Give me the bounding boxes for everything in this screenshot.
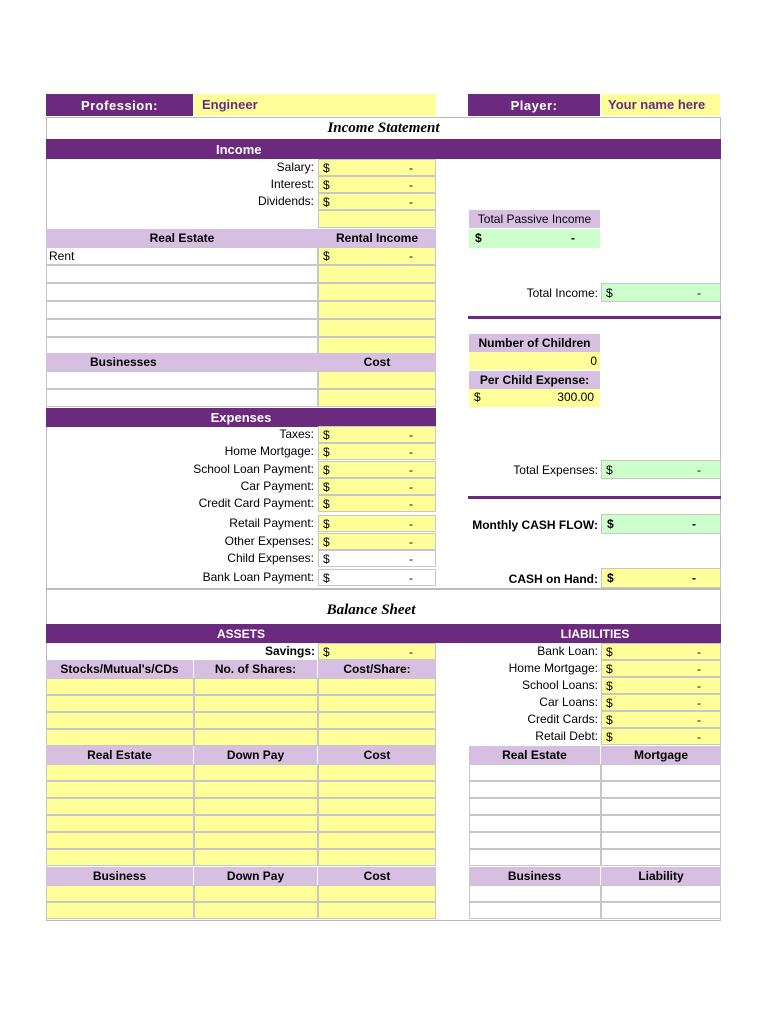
liability-amount: - — [697, 662, 701, 676]
income-amount: - — [409, 178, 413, 192]
profession-field[interactable]: Engineer — [194, 94, 436, 116]
income-statement-title: Income Statement — [327, 120, 440, 136]
expense-row-label: Bank Loan Payment: — [202, 570, 314, 584]
expense-amount: - — [409, 535, 413, 549]
stock-shares-cell[interactable] — [194, 729, 318, 746]
liability-row-label: Bank Loan: — [537, 644, 598, 658]
dollar-sign: $ — [606, 696, 613, 710]
businesses-header: Businesses — [46, 353, 318, 371]
stock-cost-cell[interactable] — [318, 712, 436, 729]
liability-real-estate-cell[interactable] — [469, 764, 601, 781]
business-name-cell[interactable] — [46, 371, 318, 389]
asset-business-cost-header: Cost — [318, 867, 436, 885]
dollar-sign: $ — [323, 428, 330, 442]
asset-down-pay-cell[interactable] — [194, 764, 318, 781]
savings-label: Savings: — [264, 644, 315, 658]
expense-row-value[interactable] — [318, 495, 436, 512]
asset-cost-cell[interactable] — [318, 764, 436, 781]
dollar-sign: $ — [606, 713, 613, 727]
rental-income-cell[interactable] — [318, 319, 436, 337]
dollar-sign: $ — [323, 517, 330, 531]
asset-cost-header: Cost — [318, 746, 436, 764]
liability-amount: - — [697, 645, 701, 659]
stock-name-cell[interactable] — [46, 695, 194, 712]
expense-row-label: Car Payment: — [240, 479, 314, 493]
asset-business-header: Business — [46, 867, 193, 885]
asset-business-cell[interactable] — [46, 902, 194, 919]
asset-real-estate-cell[interactable] — [46, 781, 194, 798]
liability-amount: - — [697, 730, 701, 744]
liability-header: Liability — [601, 867, 721, 885]
business-cost-cell[interactable] — [318, 371, 436, 389]
total-expenses-label: Total Expenses: — [513, 463, 598, 477]
cash-on-hand-field[interactable] — [601, 568, 721, 588]
dollar-sign: $ — [323, 480, 330, 494]
liabilities-header: LIABILITIES — [560, 626, 630, 641]
liability-amount: - — [697, 713, 701, 727]
per-child-expense-label: Per Child Expense: — [469, 371, 600, 389]
income-row-label: Salary: — [276, 160, 314, 174]
liability-row-value[interactable] — [601, 643, 721, 660]
liability-row-label: Retail Debt: — [535, 729, 598, 743]
income-row-label: Dividends: — [257, 194, 314, 208]
asset-business-cost-cell[interactable] — [318, 885, 436, 902]
rental-income-cell[interactable] — [318, 247, 436, 265]
mortgage-cell[interactable] — [601, 781, 721, 798]
dollar-sign: $ — [323, 178, 330, 192]
mortgage-cell[interactable] — [601, 798, 721, 815]
expense-row-value[interactable] — [318, 443, 436, 460]
asset-real-estate-cell[interactable] — [46, 815, 194, 832]
expense-amount: - — [409, 497, 413, 511]
cash-on-hand-label: CASH on Hand: — [508, 572, 598, 586]
business-cost-cell[interactable] — [318, 389, 436, 407]
dollar-sign: $ — [475, 231, 482, 245]
monthly-cash-flow-label: Monthly CASH FLOW: — [472, 518, 598, 532]
asset-down-pay-cell[interactable] — [194, 815, 318, 832]
asset-down-pay-cell[interactable] — [194, 849, 318, 866]
asset-real-estate-cell[interactable] — [46, 764, 194, 781]
dollar-sign: $ — [474, 390, 481, 404]
real-estate-header: Real Estate — [46, 229, 318, 247]
expense-row-value[interactable] — [318, 478, 436, 495]
asset-business-down-pay-cell[interactable] — [194, 885, 318, 902]
liability-amount: - — [697, 696, 701, 710]
total-income-amount: - — [697, 286, 701, 300]
asset-real-estate-cell[interactable] — [46, 849, 194, 866]
dollar-sign: $ — [606, 645, 613, 659]
dollar-sign: $ — [323, 535, 330, 549]
dollar-sign: $ — [607, 571, 614, 585]
income-row-value[interactable] — [318, 193, 436, 210]
liability-real-estate-header: Real Estate — [469, 746, 600, 764]
dollar-sign: $ — [606, 286, 613, 300]
asset-down-pay-cell[interactable] — [194, 832, 318, 849]
expense-amount: - — [409, 517, 413, 531]
rental-property-cell[interactable] — [46, 265, 318, 283]
liability-row-label: Home Mortgage: — [508, 661, 598, 675]
expense-row-value — [318, 550, 436, 567]
expense-row-value[interactable] — [318, 533, 436, 550]
total-passive-income-value — [469, 229, 600, 248]
expenses-header: Expenses — [46, 408, 436, 427]
liability-business-cell[interactable] — [469, 902, 601, 919]
total-expenses-amount: - — [697, 463, 701, 477]
divider — [468, 316, 721, 319]
dollar-sign: $ — [607, 517, 614, 531]
rent-amount: - — [409, 249, 413, 263]
savings-amount: - — [409, 645, 413, 659]
asset-cost-cell[interactable] — [318, 832, 436, 849]
dollar-sign: $ — [323, 497, 330, 511]
savings-field[interactable] — [318, 643, 436, 660]
passive-value: - — [571, 231, 575, 245]
asset-cost-cell[interactable] — [318, 781, 436, 798]
liability-business-cell[interactable] — [469, 885, 601, 902]
number-of-children-label: Number of Children — [469, 334, 600, 352]
dollar-sign: $ — [606, 679, 613, 693]
monthly-cash-flow-value — [601, 514, 721, 534]
stock-shares-cell[interactable] — [194, 695, 318, 712]
income-header: Income — [46, 139, 721, 159]
cash-flow-amount: - — [692, 517, 696, 531]
dollar-sign: $ — [323, 161, 330, 175]
total-income-value — [601, 283, 721, 302]
expense-row-label: Credit Card Payment: — [198, 496, 314, 510]
expense-row-value[interactable] — [318, 461, 436, 478]
expense-amount: - — [409, 571, 413, 585]
liability-amount: - — [697, 679, 701, 693]
expense-row-label: Taxes: — [279, 427, 314, 441]
expense-amount: - — [409, 552, 413, 566]
income-row-value[interactable] — [318, 176, 436, 193]
expense-row-label: Home Mortgage: — [224, 444, 314, 458]
dollar-sign: $ — [606, 730, 613, 744]
mortgage-cell[interactable] — [601, 764, 721, 781]
liability-real-estate-cell[interactable] — [469, 781, 601, 798]
expense-row-label: School Loan Payment: — [193, 462, 314, 476]
total-passive-income-label: Total Passive Income — [469, 210, 600, 228]
dollar-sign: $ — [323, 645, 330, 659]
asset-real-estate-cell[interactable] — [46, 832, 194, 849]
stock-cost-cell[interactable] — [318, 729, 436, 746]
dollar-sign: $ — [606, 463, 613, 477]
number-of-children-field[interactable]: 0 — [469, 352, 600, 370]
income-row-label: Interest: — [270, 177, 314, 191]
expense-row-label: Other Expenses: — [224, 534, 314, 548]
asset-business-down-pay-header: Down Pay — [194, 867, 317, 885]
stock-name-cell[interactable] — [46, 729, 194, 746]
mortgage-cell[interactable] — [601, 815, 721, 832]
shares-header: No. of Shares: — [194, 660, 317, 678]
rental-property-cell[interactable]: Rent — [46, 247, 318, 265]
asset-down-pay-cell[interactable] — [194, 781, 318, 798]
business-liability-cell[interactable] — [601, 902, 721, 919]
liability-row-value[interactable] — [601, 711, 721, 728]
asset-business-down-pay-cell[interactable] — [194, 902, 318, 919]
dollar-sign: $ — [323, 249, 330, 263]
cash-on-hand-amount: - — [692, 571, 696, 585]
rental-income-cell[interactable] — [318, 265, 436, 283]
expense-row-label: Retail Payment: — [229, 516, 314, 530]
rental-property-cell[interactable] — [46, 319, 318, 337]
income-amount: - — [409, 161, 413, 175]
liability-row-label: School Loans: — [521, 678, 598, 692]
mortgage-cell[interactable] — [601, 832, 721, 849]
balance-sheet-title: Balance Sheet — [326, 602, 416, 618]
stock-cost-cell[interactable] — [318, 695, 436, 712]
business-liability-cell[interactable] — [601, 885, 721, 902]
business-name-cell[interactable] — [46, 389, 318, 407]
liability-real-estate-cell[interactable] — [469, 832, 601, 849]
per-child-expense-field[interactable] — [469, 389, 600, 407]
asset-cost-cell[interactable] — [318, 849, 436, 866]
total-income-label: Total Income: — [526, 286, 598, 300]
asset-business-cost-cell[interactable] — [318, 902, 436, 919]
expense-amount: - — [409, 445, 413, 459]
stock-shares-cell[interactable] — [194, 712, 318, 729]
stock-shares-cell[interactable] — [194, 678, 318, 695]
asset-real-estate-cell[interactable] — [46, 798, 194, 815]
liability-real-estate-cell[interactable] — [469, 798, 601, 815]
stock-cost-cell[interactable] — [318, 678, 436, 695]
liability-row-label: Credit Cards: — [527, 712, 598, 726]
cost-per-share-header: Cost/Share: — [318, 660, 436, 678]
dollar-sign: $ — [323, 445, 330, 459]
dollar-sign: $ — [606, 662, 613, 676]
liability-real-estate-cell[interactable] — [469, 849, 601, 866]
divider — [468, 496, 721, 499]
dollar-sign: $ — [323, 195, 330, 209]
asset-real-estate-header: Real Estate — [46, 746, 193, 764]
liability-row-label: Car Loans: — [539, 695, 598, 709]
liability-row-value[interactable] — [601, 677, 721, 694]
rental-property-cell[interactable] — [46, 283, 318, 301]
liability-business-header: Business — [469, 867, 600, 885]
player-label: Player: — [468, 94, 600, 116]
asset-business-cell[interactable] — [46, 885, 194, 902]
dollar-sign: $ — [323, 463, 330, 477]
rental-income-cell[interactable] — [318, 301, 436, 319]
rental-income-header: Rental Income — [318, 229, 436, 247]
per-child-value: 300.00 — [557, 390, 594, 404]
stock-name-cell[interactable] — [46, 712, 194, 729]
expense-amount: - — [409, 480, 413, 494]
rental-property-cell[interactable] — [46, 301, 318, 319]
asset-down-pay-header: Down Pay — [194, 746, 317, 764]
total-expenses-value — [601, 460, 721, 479]
rental-income-cell[interactable] — [318, 283, 436, 301]
liability-real-estate-cell[interactable] — [469, 815, 601, 832]
mortgage-header: Mortgage — [601, 746, 721, 764]
profession-label: Profession: — [46, 94, 193, 116]
cost-header: Cost — [318, 353, 436, 371]
stock-name-cell[interactable] — [46, 678, 194, 695]
expense-amount: - — [409, 428, 413, 442]
expense-row-value[interactable] — [318, 515, 436, 532]
liability-row-value[interactable] — [601, 660, 721, 677]
asset-cost-cell[interactable] — [318, 798, 436, 815]
income-row-value[interactable] — [318, 159, 436, 176]
liability-row-value[interactable] — [601, 728, 721, 745]
dollar-sign: $ — [323, 552, 330, 566]
income-amount: - — [409, 195, 413, 209]
stocks-header: Stocks/Mutual's/CDs — [46, 660, 193, 678]
player-name-field[interactable]: Your name here — [601, 94, 720, 116]
asset-cost-cell[interactable] — [318, 815, 436, 832]
dollar-sign: $ — [323, 571, 330, 585]
assets-header: ASSETS — [46, 624, 436, 643]
expense-row-value — [318, 569, 436, 586]
expense-row-label: Child Expenses: — [227, 551, 314, 565]
mortgage-cell[interactable] — [601, 849, 721, 866]
expense-amount: - — [409, 463, 413, 477]
liability-row-value[interactable] — [601, 694, 721, 711]
asset-down-pay-cell[interactable] — [194, 798, 318, 815]
income-blank-row[interactable] — [318, 210, 436, 228]
expense-row-value[interactable] — [318, 426, 436, 443]
